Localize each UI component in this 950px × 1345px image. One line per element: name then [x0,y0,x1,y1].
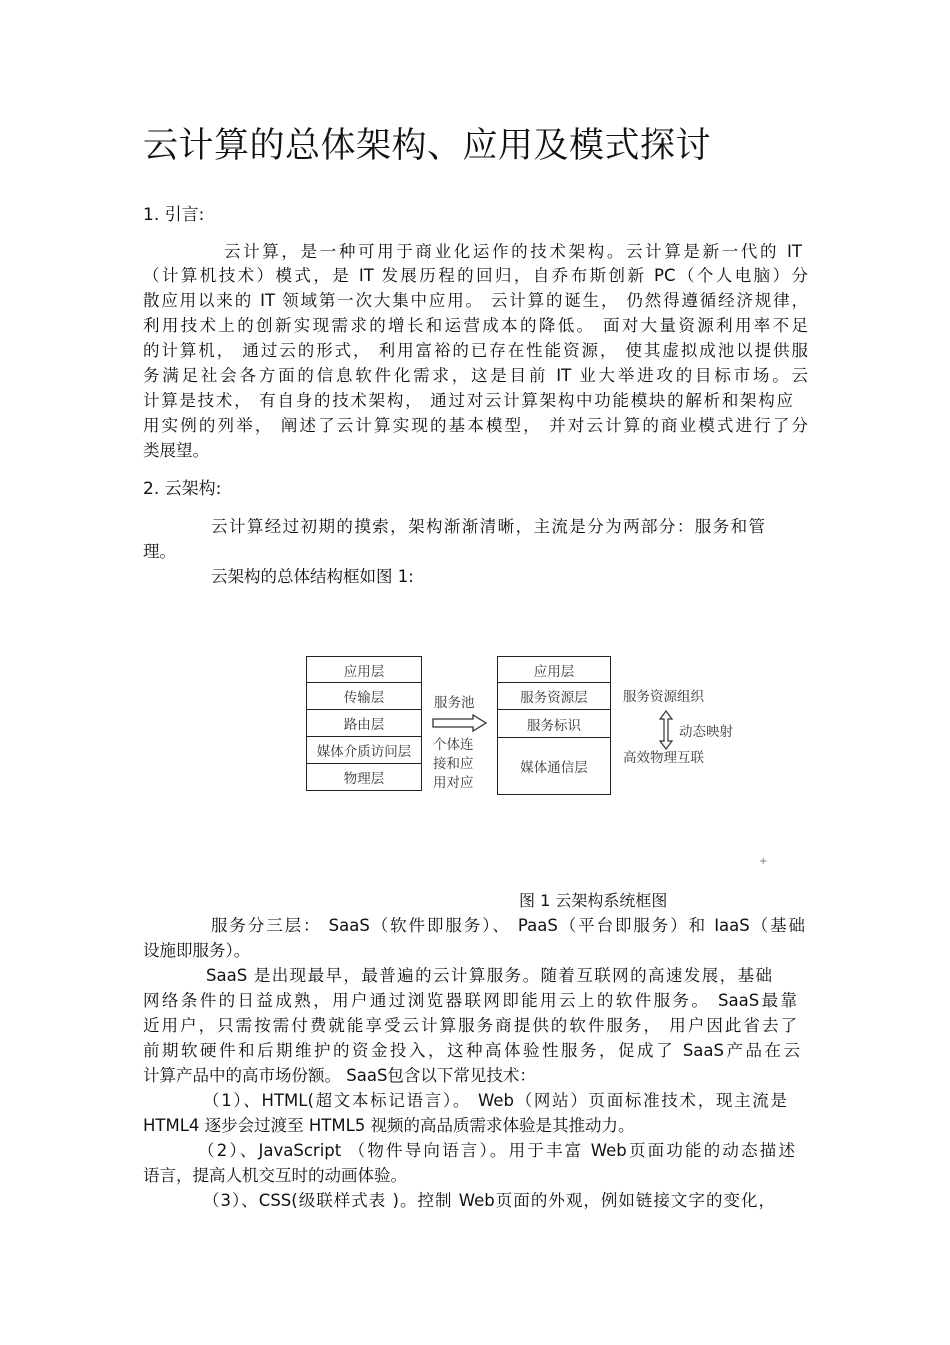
intro-line-6: 务满足社会各方面的信息软件化需求，这是目前 IT 业大举进攻的目标市场。云 [143,366,808,385]
intro-line-4: 利用技术上的创新实现需求的增长和运营成本的降低。 面对大量资源利用率不足 [143,316,808,335]
tech-html-line-2: HTML4 逐步会过渡至 HTML5 视频的高品质需求体验是其推动力。 [143,1116,635,1135]
middle-label-line-3: 用对应 [433,775,474,791]
right-layer-service-id: 服务标识 [497,709,611,738]
section-heading-architecture: 2. 云架构: [143,479,222,499]
cloud-architecture-diagram [300,650,760,800]
tech-html-line-1: （1）、HTML(超文本标记语言）。 Web（网站）页面标准技术，现主流是 [203,1091,787,1110]
middle-label-line-2: 接和应 [433,756,474,772]
right-layer-service-resource: 服务资源层 [497,682,611,710]
stray-mark: + [759,856,768,867]
arch-line-1: 云计算经过初期的摸索，架构渐渐清晰，主流是分为两部分：服务和管 [211,517,765,536]
left-layer-physical: 物理层 [306,763,422,791]
double-arrow-icon [658,710,674,750]
intro-line-7: 计算是技术， 有自身的技术架构， 通过对云计算架构中功能模块的解析和架构应 [143,391,793,410]
intro-line-1: 云计算，是一种可用于商业化运作的技术架构。云计算是新一代的 IT [224,242,802,261]
service-line-2: 设施即服务）。 [143,941,251,960]
left-layer-routing: 路由层 [306,709,422,737]
saas-line-2: 网络条件的日益成熟，用户通过浏览器联网即能用云上的软件服务。 SaaS最靠 [143,991,797,1010]
left-layer-mac: 媒体介质访问层 [306,736,422,764]
arch-line-3: 云架构的总体结构框如图 1: [211,567,414,586]
intro-line-9: 类展望。 [143,441,209,460]
intro-line-2: （计算机技术）模式，是 IT 发展历程的回归，自乔布斯创新 PC（个人电脑）分 [143,266,808,285]
service-line-1: 服务分三层： SaaS（软件即服务）、 PaaS（平台即服务）和 IaaS（基础 [211,916,805,935]
figure-caption: 图 1 云架构系统框图 [519,891,668,910]
arch-line-2: 理。 [143,542,176,561]
saas-line-5: 计算产品中的高市场份额。 SaaS包含以下常见技术： [143,1066,536,1085]
side-label-dynamic-mapping: 动态映射 [679,724,733,740]
middle-label-line-1: 个体连 [433,737,474,753]
intro-line-3: 散应用以来的 IT 领域第一次大集中应用。 云计算的诞生， 仍然得遵循经济规律， [143,291,808,310]
left-layer-transport: 传输层 [306,682,422,710]
tech-js-line-2: 语言，提高人机交互时的动画体验。 [143,1166,407,1185]
saas-line-1: SaaS 是出现最早，最普遍的云计算服务。随着互联网的高速发展，基础 [206,966,772,985]
saas-line-3: 近用户，只需按需付费就能享受云计算服务商提供的软件服务， 用户因此省去了 [143,1016,797,1035]
tech-js-line-1: （2）、JavaScript （物件导向语言）。用于丰富 Web页面功能的动态描述 [198,1141,795,1160]
right-arrow-icon [431,714,489,732]
intro-line-8: 用实例的列举， 阐述了云计算实现的基本模型， 并对云计算的商业模式进行了分 [143,416,808,435]
document-title: 云计算的总体架构、应用及模式探讨 [143,126,712,166]
intro-line-5: 的计算机， 通过云的形式， 利用富裕的已存在性能资源， 使其虚拟成池以提供服 [143,341,808,360]
left-layer-application: 应用层 [306,656,422,683]
right-layer-media-comm: 媒体通信层 [497,737,611,795]
right-layer-application: 应用层 [497,656,611,683]
saas-line-4: 前期软硬件和后期维护的资金投入，这种高体验性服务，促成了 SaaS产品在云 [143,1041,800,1060]
section-heading-intro: 1. 引言: [143,205,205,225]
service-pool-label: 服务池 [434,695,475,711]
side-label-physical-interconnect: 高效物理互联 [623,750,704,766]
tech-css-line-1: （3）、CSS(级联样式表 )。控制 Web页面的外观，例如链接文字的变化， [203,1191,775,1210]
side-label-resource-org: 服务资源组织 [623,689,704,705]
